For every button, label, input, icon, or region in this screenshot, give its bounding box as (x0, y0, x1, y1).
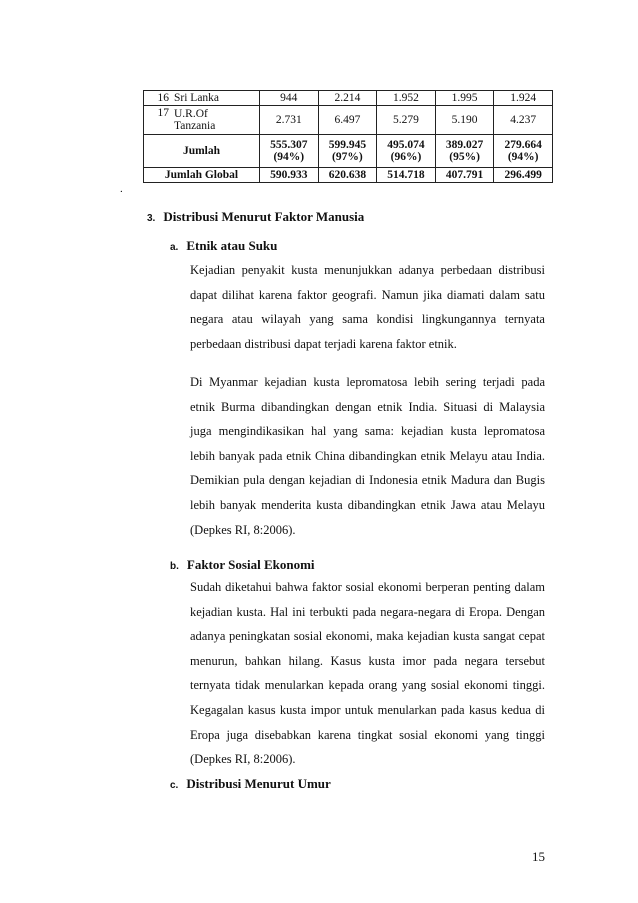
subheading-letter: a. (170, 242, 179, 253)
table-cell: 4.237 (494, 106, 553, 135)
table-cell: 407.791 (435, 168, 494, 183)
country-name: Sri Lanka (171, 91, 260, 106)
subheading-c (170, 776, 331, 792)
table-cell: 514.718 (377, 168, 436, 183)
global-label: Jumlah Global (144, 168, 260, 183)
table-row (144, 91, 553, 106)
table-cell: 620.638 (318, 168, 377, 183)
subheading-a (170, 238, 277, 254)
table-cell: 944 (260, 91, 319, 106)
table-cell: 5.190 (435, 106, 494, 135)
table-cell: 495.074 (96%) (377, 135, 436, 168)
paragraph: Di Myanmar kejadian kusta lepromatosa lebih sering terjadi pada etnik Burma dibandingkan dengan etnik India. Situasi di Malaysia juga mengindikasikan hal yang sama: kejadian kusta lepromatosa lebih banyak pada etnik China dibandingkan etnik Melayu atau India. Demikian pula dengan kejadian di Indonesia etnik Madura dan Bugis lebih banyak menderita kusta dibandingkan etnik Jawa atau Melayu (Depkes RI, 8:2006). (190, 375, 545, 537)
paragraph: Sudah diketahui bahwa faktor sosial ekonomi berperan penting dalam kejadian kusta. Hal ini terbukti pada negara-negara di Eropa. Dengan adanya peningkatan sosial ekonomi, maka kejadian kusta sangat cepat menurun, bahkan hilang. Kasus kusta imor pada negara tersebut ternyata tidak menularkan kepada orang yang sosial ekonomi tinggi. Kegagalan kasus kusta impor untuk menularkan pada kasus kedua di Eropa juga disebabkan karena tingkat sosial ekonomi yang tinggi (Depkes RI, 8:2006). (190, 580, 545, 767)
section-heading (147, 209, 364, 225)
leprosy-cases-table (143, 90, 553, 183)
table-cell: 389.027 (95%) (435, 135, 494, 168)
table-cell: 555.307 (94%) (260, 135, 319, 168)
table-cell: 1.924 (494, 91, 553, 106)
table-cell: 279.664 (94%) (494, 135, 553, 168)
table-cell: 2.214 (318, 91, 377, 106)
table-cell: 5.279 (377, 106, 436, 135)
subheading-letter: c. (170, 780, 179, 791)
table-row-global (144, 168, 553, 183)
subheading-b (170, 557, 315, 573)
subheading-letter: b. (170, 561, 179, 572)
stray-dot: . (120, 183, 123, 195)
table-cell: 590.933 (260, 168, 319, 183)
section-number: 3. (147, 213, 156, 224)
page-number: 15 (532, 849, 545, 864)
row-number: 17 (144, 106, 172, 135)
table-cell: 1.995 (435, 91, 494, 106)
total-label: Jumlah (144, 135, 260, 168)
subheading-title: Faktor Sosial Ekonomi (186, 557, 315, 572)
table-row-total (144, 135, 553, 168)
table-cell: 296.499 (494, 168, 553, 183)
table-cell: 1.952 (377, 91, 436, 106)
country-name: U.R.Of Tanzania (171, 106, 260, 135)
subheading-title: Etnik atau Suku (186, 238, 278, 253)
row-number: 16 (144, 91, 172, 106)
subheading-title: Distribusi Menurut Umur (186, 776, 331, 791)
table-cell: 6.497 (318, 106, 377, 135)
table-row (144, 106, 553, 135)
section-title: Distribusi Menurut Faktor Manusia (163, 209, 365, 224)
paragraph: Kejadian penyakit kusta menunjukkan adanya perbedaan distribusi dapat dilihat karena faktor geografi. Namun jika diamati dalam satu negara atau wilayah yang sama kondisi lingkungannya ternyata perbedaan distribusi dapat terjadi karena faktor etnik. (190, 263, 545, 351)
table-cell: 599.945 (97%) (318, 135, 377, 168)
table-cell: 2.731 (260, 106, 319, 135)
